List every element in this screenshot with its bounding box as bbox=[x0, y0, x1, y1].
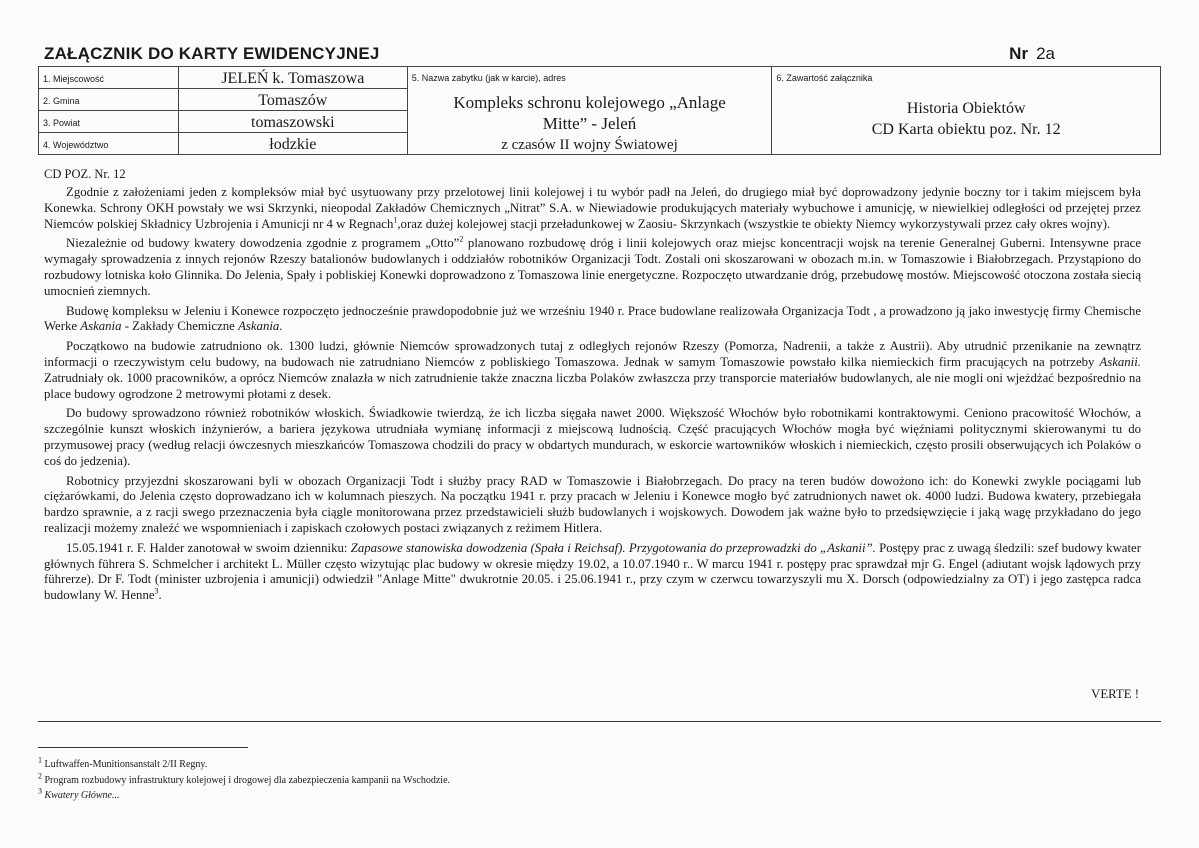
body-text bbox=[44, 185, 1141, 608]
zawartosc-cell bbox=[772, 67, 1161, 155]
paragraph bbox=[44, 185, 1141, 232]
paragraph bbox=[44, 304, 1141, 336]
gmina-label: 2. Gmina bbox=[39, 89, 179, 111]
footnote-ref: 3 bbox=[154, 586, 159, 596]
nr-label: Nr bbox=[1009, 44, 1029, 63]
footnote: $^3$ Kwatery Główne... bbox=[38, 786, 120, 801]
italic-text: Askania bbox=[238, 319, 280, 334]
attachment-number bbox=[1009, 44, 1055, 64]
paragraph-text: 15.05.1941 r. F. Halder zanotował w swoim dzienniku: bbox=[66, 540, 351, 555]
paragraph-text: - Zakłady Chemiczne bbox=[121, 319, 239, 334]
powiat-label: 3. Powiat bbox=[39, 111, 179, 133]
footnote-ref: 1 bbox=[393, 215, 398, 225]
paragraph-text: Postępy prac z uwagą śledzili: szef budowy kwater głównych führera S. Schmelcher i architekt L. Müller często wizytując plac budowy w okresie między 19.02, a 10.07.1940 r.. W marcu 1941 r. postępy prac sprawdzał mjr G. Engel (adiutant wojsk lądowych przy führerze). Dr F. Todt (minister uzbrojenia i amunicji) odwiedził "Anlage Mitte" dwukrotnie 20.05. i 25.06.1941 r., przy czym w czerwcu towarzyszyli mu X. Dorsch (odpowiedzialny za OT) i jego zastępca radca budowlany W. Henne bbox=[44, 540, 1141, 603]
paragraph-text: Zatrudniały ok. 1000 pracowników, a oprócz Niemców znalazła w nich zatrudnienie także znaczna liczba Polaków zwłaszcza przy transporcie materiałów budowlanych, ale nie mogli oni wjeżdżać bezpośrednio na place budowy ogrodzone 2 metrowymi płotami z desek. bbox=[44, 370, 1141, 401]
nazwa-line3: z czasów II wojny Światowej bbox=[501, 137, 678, 153]
metadata-table bbox=[38, 66, 1161, 155]
paragraph-text: . bbox=[279, 319, 283, 334]
zawartosc-line2: CD Karta obiektu poz. Nr. 12 bbox=[871, 121, 1061, 138]
paragraph-text: Początkowo na budowie zatrudniono ok. 1300 ludzi, głównie Niemców sprowadzonych tutaj z odległych rejonów Rzeszy (Pomorza, Nadrenii, a także z Austrii). Aby utrudnić przenikanie na zewnątrz informacji o rzeczywistym celu budowy, na budowach nie zatrudniano Niemców z pobliskiego Tomaszowa. Jednak w samym Tomaszowie powstało kilka niemieckich firm pracujących na potrzeby bbox=[44, 339, 1141, 369]
paragraph bbox=[44, 541, 1141, 604]
cd-poz-label: CD POZ. Nr. 12 bbox=[44, 167, 126, 181]
footnote-divider bbox=[38, 747, 248, 748]
page-divider bbox=[38, 721, 1161, 722]
gmina-value: Tomaszów bbox=[178, 89, 407, 111]
paragraph-text: Zgodnie z założeniami jeden z kompleksów miał być usytuowany przy przelotowej linii kolejowej i tu wybór padł na Jeleń, do drugiego miał być doprowadzony jedynie boczny tor i takim miejscem była Konewka. Schrony OKH powstały we wsi Skrzynki, nieopodal Zakładów Chemicznych „Nitrat” S.A. w Niewiadowie produkujących materiały wybuchowe i amunicję, w niewielkiej odległości od przejętej przez Niemców polskiej Składnicy Uzbrojenia i Amunicji nr 4 w Regnach bbox=[44, 185, 1141, 231]
powiat-value: tomaszowski bbox=[178, 111, 407, 133]
nazwa-line1: Kompleks schronu kolejowego „Anlage bbox=[453, 93, 726, 112]
document-header bbox=[44, 44, 1155, 66]
document-title: ZAŁĄCZNIK DO KARTY EWIDENCYJNEJ bbox=[44, 44, 380, 63]
wojewodztwo-label: 4. Województwo bbox=[39, 133, 179, 155]
italic-text: Zapasowe stanowiska dowodzenia (Spała i Reichsaf). Przygotowania do przeprowadzki do „Askanii”. bbox=[350, 540, 876, 555]
verte-label: VERTE ! bbox=[1091, 687, 1139, 701]
paragraph bbox=[44, 339, 1141, 402]
wojewodztwo-value: łodzkie bbox=[178, 133, 407, 155]
miejscowosc-value: JELEŃ k. Tomaszowa bbox=[178, 67, 407, 89]
nr-value: 2a bbox=[1036, 44, 1055, 63]
paragraph: Do budowy sprowadzono również robotników włoskich. Świadkowie twierdzą, że ich liczba sięgała nawet 2000. Większość Włochów było robotnikami kontraktowymi. Ceniono pracowitość Włochów, a szczególnie kunszt włoskich inżynierów, a bariera językowa utrudniała wymianę informacji z miejscową ludnością. Część pracujących Włochów mogła być więźniami politycznymi skierowanymi tu do przymusowej pracy (według relacji ówczesnych mieszkańców Tomaszowa chodzili do pracy w obdartych mundurach, w eskorcie wartowników włoskich i niemieckich, często prosili obserwujących ich Polaków o coś do jedzenia). bbox=[44, 406, 1141, 468]
paragraph-text: ,oraz dużej kolejowej stacji przeładunkowej w Zaosiu- Skrzynkach (wszystkie te obiekty Niemcy wykorzystywali przez cały okres wojny). bbox=[397, 216, 1111, 231]
footnote-ref: 2 bbox=[459, 235, 464, 245]
paragraph-text: . bbox=[158, 588, 162, 603]
nazwa-label: 5. Nazwa zabytku (jak w karcie), adres bbox=[411, 73, 566, 83]
nazwa-line2: Mitte” - Jeleń bbox=[542, 114, 637, 133]
zawartosc-line1: Historia Obiektów bbox=[906, 100, 1026, 117]
paragraph-text: Niezależnie od budowy kwatery dowodzenia zgodnie z programem „Otto” bbox=[66, 236, 460, 251]
paragraph-text: planowano rozbudowę dróg i linii kolejowych oraz miejsc koncentracji wojsk na terenie Generalnej Guberni. Intensywne prace wymagały sprowadzenia z innych rejonów Rzeszy batalionów budowlanych i oddziałów robotników Organizacji Todt. Zostali oni skoszarowani w obozach m.in. w Tomaszowie i Białobrzegach. Przystąpiono do rozbudowy lotniska koło Glinnika. Do Jelenia, Spały i pobliskiej Konewki doprowadzono z Tomaszowa linie energetyczne. Rozpoczęto utwardzanie dróg, przebudowę mostów. Miejscowość otoczona została siecią umocnień ziemnych. bbox=[44, 236, 1141, 298]
footnotes bbox=[38, 757, 450, 804]
footnote: $^2$ Program rozbudowy infrastruktury kolejowej i drogowej dla zabezpieczenia kampanii na Wschodzie. bbox=[38, 771, 451, 786]
nazwa-cell bbox=[407, 67, 772, 155]
paragraph bbox=[44, 236, 1141, 299]
italic-text: Askanii. bbox=[1099, 354, 1141, 369]
paragraph: Robotnicy przyjezdni skoszarowani byli w obozach Organizacji Todt i służby pracy RAD w Tomaszowie i Białobrzegach. Do pracy na teren budów dowożono ich: do Konewki zwykle pociągami lub ciężarówkami, do Jelenia często doprowadzano ich w kolumnach pieszych. Na początku 1941 r. przy pracach w Jeleniu i Konewce mogło być zatrudnionych nawet ok. 4000 ludzi. Budowa kwatery, przebiegała bardzo sprawnie, a z racji swego przeznaczenia była ciągle monitorowana przez przedstawicieli służb budowlanych i wojskowych. Dowodem jak ważne było to przedsięwzięcie i jaką wagę przykładano do jego realizacji możemy znaleźć we wspomnieniach i zapiskach czołowych postaci związanych z reżimem Hitlera. bbox=[44, 473, 1141, 535]
zawartosc-label: 6. Zawartość załącznika bbox=[776, 73, 873, 83]
paragraph-text: Budowę kompleksu w Jeleniu i Konewce rozpoczęto jednocześnie prawdopodobnie już we wrześniu 1940 r. Prace budowlane realizowała Organizacja Todt , a prowadzono ją jako inwestycję firmy Chemische Werke bbox=[44, 303, 1141, 334]
italic-text: Askania bbox=[80, 319, 122, 334]
miejscowosc-label: 1. Miejscowość bbox=[39, 67, 179, 89]
footnote: $^1$ Luftwaffen-Munitionsanstalt 2/II Regny. bbox=[38, 755, 208, 770]
